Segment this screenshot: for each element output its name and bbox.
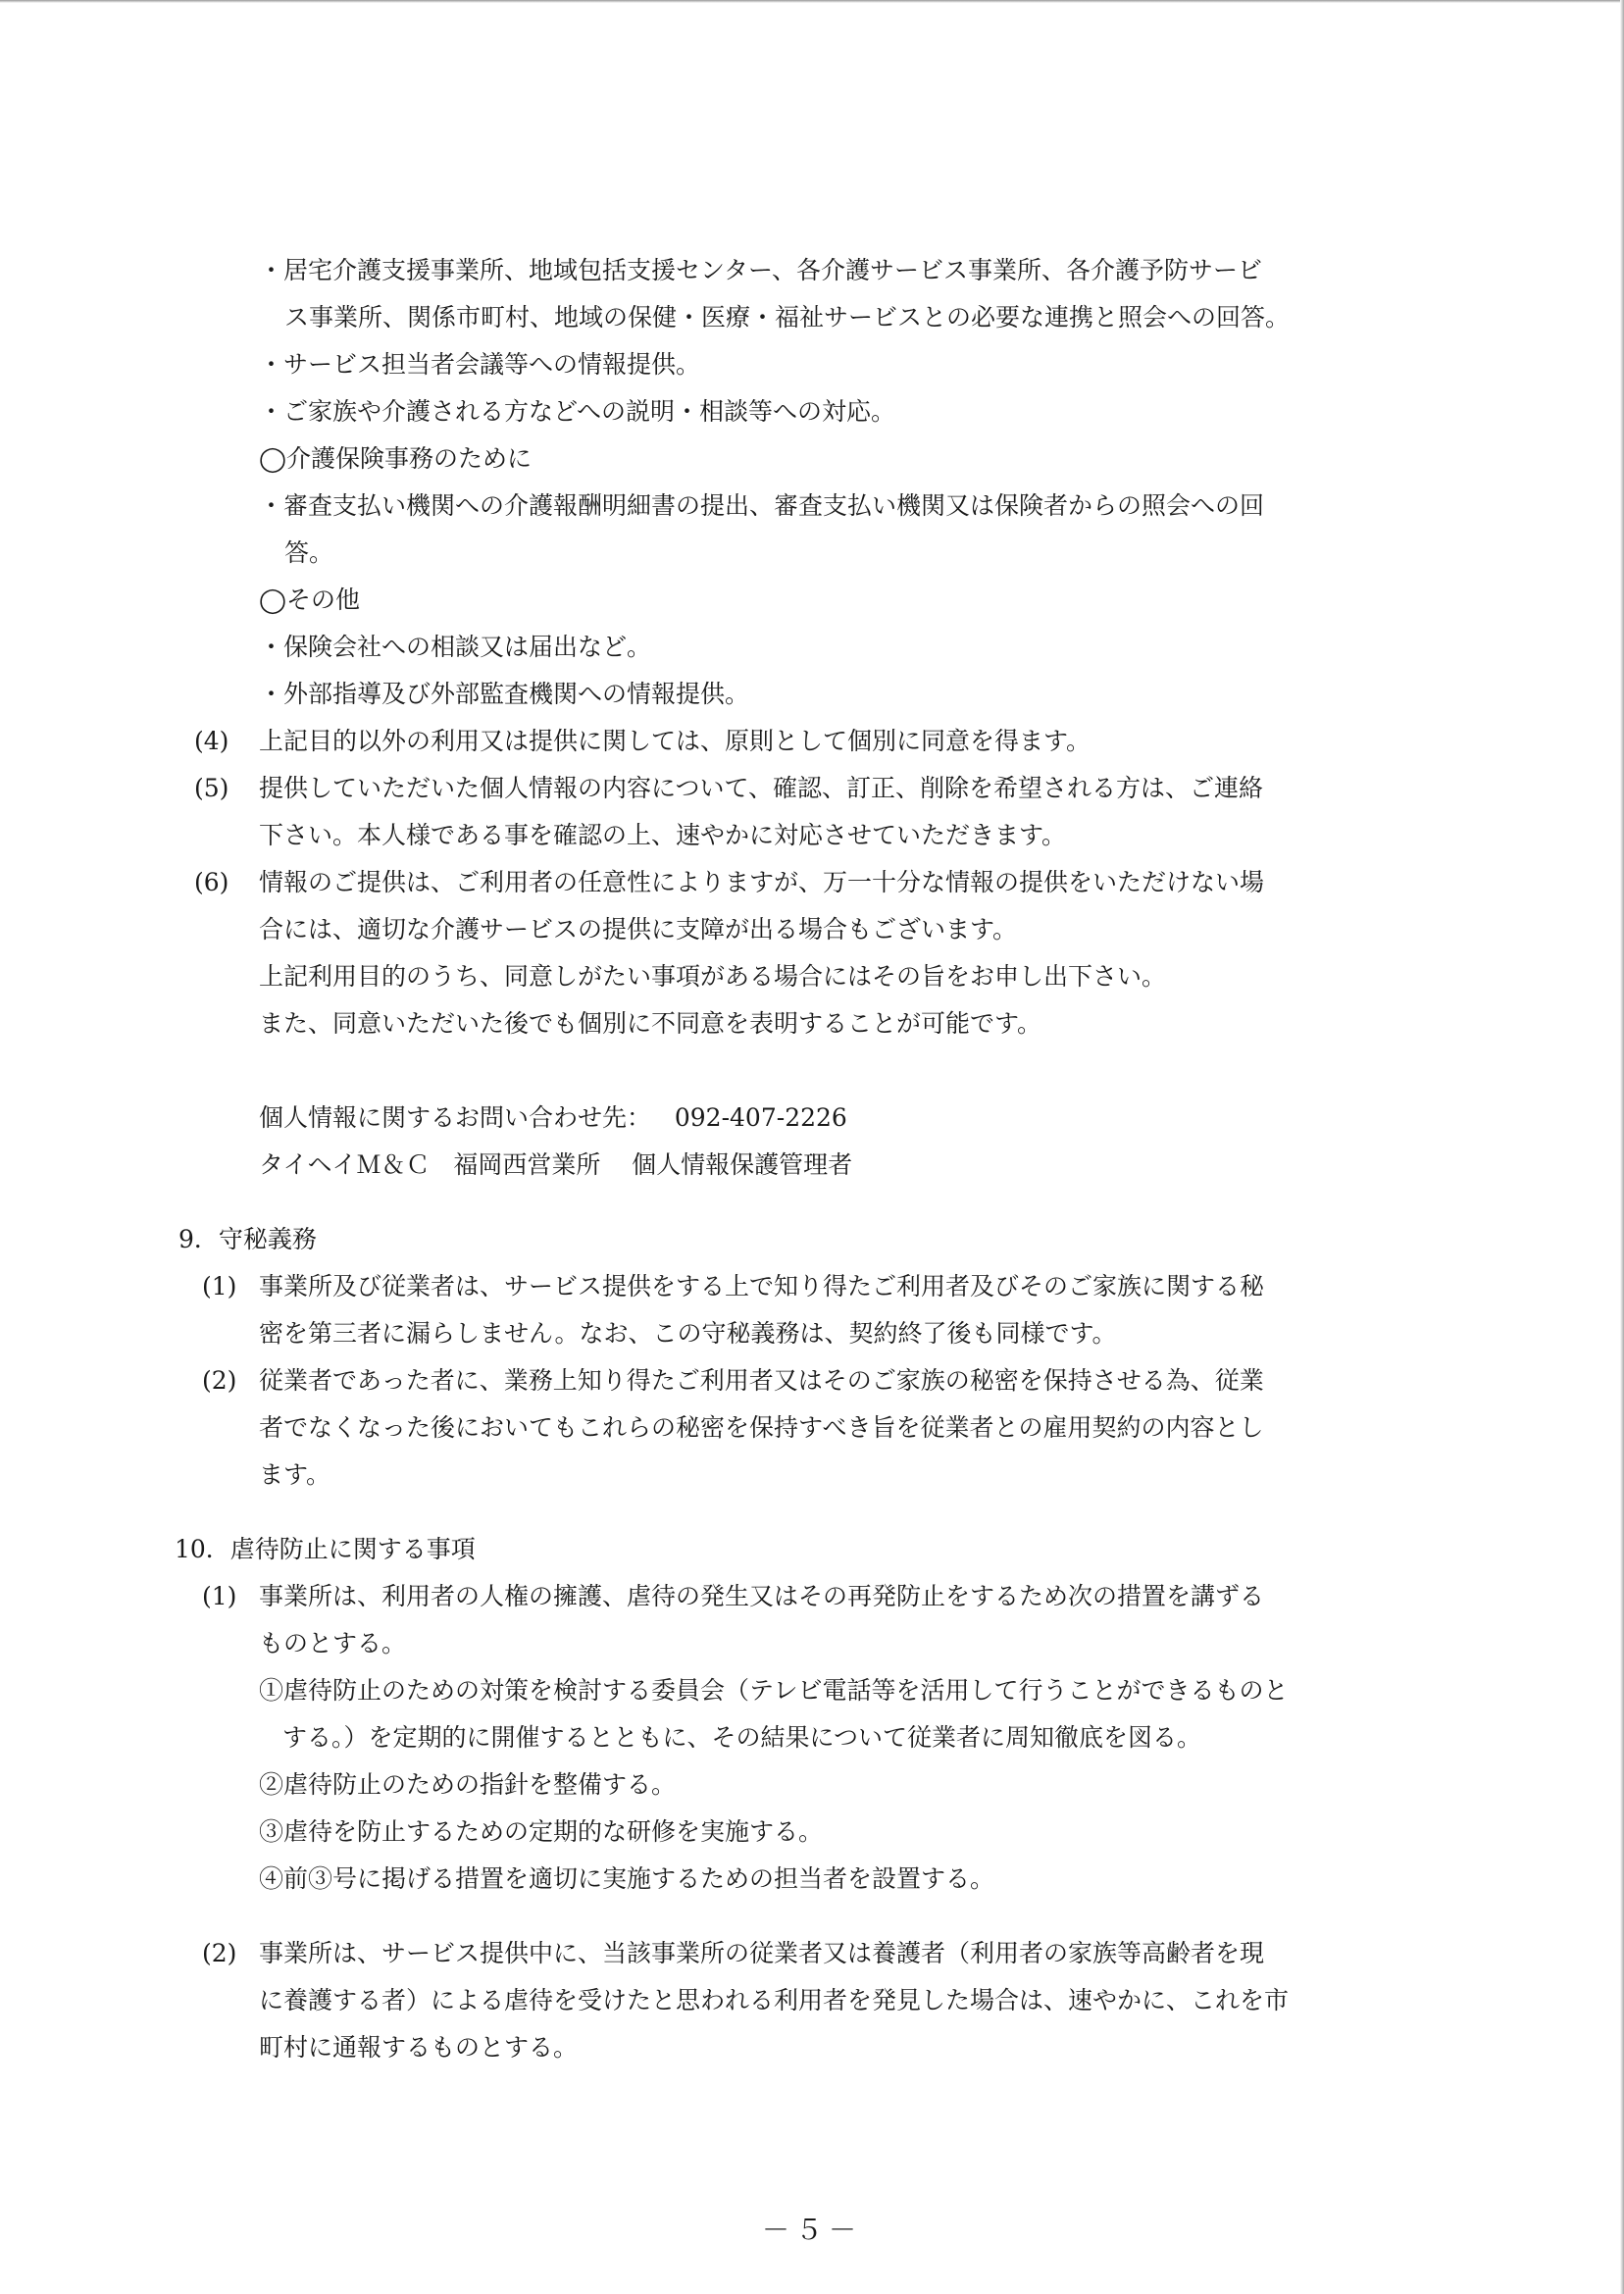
measure-item <box>167 1809 1412 1856</box>
numbered-item <box>167 1573 1412 1667</box>
page-number: －５－ <box>761 2214 862 2246</box>
spacer <box>167 1499 1412 1526</box>
measure-line: ③虐待を防止するための定期的な研修を実施する。 <box>259 1817 824 1846</box>
item-number: (5) <box>194 774 229 802</box>
insurance-bullet-list <box>167 483 1412 577</box>
contact-office: 福岡西営業所 <box>453 1150 601 1179</box>
contact-row <box>167 1142 1412 1189</box>
numbered-item <box>167 1357 1412 1499</box>
contact-phone: 092-407-2226 <box>674 1103 847 1132</box>
item-line: また、同意いただいた後でも個別に不同意を表明することが可能です。 <box>259 1009 1042 1038</box>
numbered-item <box>167 765 1412 859</box>
item-number: (2) <box>202 1366 237 1395</box>
numbered-item <box>167 718 1412 765</box>
section-9-heading: 9．守秘義務 <box>178 1225 317 1253</box>
contact-block <box>167 1095 1412 1189</box>
spacer <box>167 1047 1412 1095</box>
item-line: 事業所及び従業者は、サービス提供をする上で知り得たご利用者及びそのご家族に関する秘 <box>259 1272 1265 1300</box>
bullet-line: ・ご家族や介護される方などへの説明・相談等への対応。 <box>259 397 896 426</box>
item-line: 従業者であった者に、業務上知り得たご利用者又はそのご家族の秘密を保持させる為、従業 <box>259 1366 1264 1395</box>
item-line: 事業所は、利用者の人権の擁護、虐待の発生又はその再発防止をするため次の措置を講ずる <box>259 1582 1265 1610</box>
bullet-item <box>167 388 1412 435</box>
item-line: 提供していただいた個人情報の内容について、確認、訂正、削除を希望される方は、ご連絡 <box>259 774 1264 802</box>
bullet-line: ・サービス担当者会議等への情報提供。 <box>259 350 701 379</box>
bullet-item <box>167 671 1412 718</box>
numbered-item <box>167 859 1412 1047</box>
measure-item <box>167 1856 1412 1903</box>
item-line: 情報のご提供は、ご利用者の任意性によりますが、万一十分な情報の提供をいただけない場 <box>259 868 1265 896</box>
numbered-item <box>167 1263 1412 1357</box>
item-line: 事業所は、サービス提供中に、当該事業所の従業者又は養護者（利用者の家族等高齢者を現 <box>259 1939 1265 1967</box>
scan-edge-top <box>0 0 1624 3</box>
contact-role: 個人情報保護管理者 <box>632 1150 853 1179</box>
contact-row <box>167 1095 1412 1142</box>
numbered-item <box>167 1930 1412 2071</box>
insurance-subheading: ◯介護保険事務のために <box>259 444 532 473</box>
section-10-heading: 10．虐待防止に関する事項 <box>175 1535 476 1563</box>
bullet-line: 答。 <box>284 538 334 567</box>
measure-line: ①虐待防止のための対策を検討する委員会（テレビ電話等を活用して行うことができるものと <box>259 1676 1289 1705</box>
item-line: ものとする。 <box>259 1629 407 1657</box>
item-number: (1) <box>202 1582 237 1610</box>
other-bullet-list <box>167 624 1412 718</box>
item-line: 下さい。本人様である事を確認の上、速やかに対応させていただきます。 <box>259 821 1067 849</box>
item-number: (6) <box>194 868 229 896</box>
spacer <box>167 1903 1412 1930</box>
bullet-line: ・外部指導及び外部監査機関への情報提供。 <box>259 680 750 708</box>
item-line: 密を第三者に漏らしません。なお、この守秘義務は、契約終了後も同様です。 <box>259 1319 1117 1348</box>
measure-line: ④前③号に掲げる措置を適切に実施するための担当者を設置する。 <box>259 1864 995 1893</box>
bullet-item <box>167 483 1412 577</box>
item-number: (4) <box>194 727 229 755</box>
document-page <box>167 247 1412 2071</box>
item-line: 合には、適切な介護サービスの提供に支障が出る場合もございます。 <box>259 915 1018 943</box>
bullet-item <box>167 624 1412 671</box>
item-line: 上記利用目的のうち、同意しがたい事項がある場合にはその旨をお申し出下さい。 <box>259 962 1167 991</box>
spacer <box>167 1189 1412 1216</box>
item-number: (1) <box>202 1272 237 1300</box>
measure-list <box>167 1667 1412 1903</box>
bullet-line: ス事業所、関係市町村、地域の保健・医療・福祉サービスとの必要な連携と照会への回答。 <box>284 303 1291 331</box>
measure-line: ②虐待防止のための指針を整備する。 <box>259 1770 677 1799</box>
item-number: (2) <box>202 1939 237 1967</box>
item-line: 町村に通報するものとする。 <box>259 2033 579 2062</box>
measure-item <box>167 1667 1412 1761</box>
bullet-line: ・審査支払い機関への介護報酬明細書の提出、審査支払い機関又は保険者からの照会への回 <box>259 491 1265 520</box>
other-subheading: ◯その他 <box>259 586 360 614</box>
item-line: 者でなくなった後においてもこれらの秘密を保持すべき旨を従業者との雇用契約の内容とし <box>259 1413 1264 1442</box>
bullet-line: ・居宅介護支援事業所、地域包括支援センター、各介護サービス事業所、各介護予防サービ <box>259 256 1263 284</box>
item-line: ます。 <box>259 1460 331 1489</box>
care-bullet-list <box>167 247 1412 435</box>
bullet-item <box>167 247 1412 341</box>
scan-edge-right <box>1620 0 1624 2294</box>
item-line: 上記目的以外の利用又は提供に関しては、原則として個別に同意を得ます。 <box>259 727 1091 755</box>
contact-company: タイヘイＭ＆Ｃ <box>259 1150 431 1179</box>
measure-line: する。）を定期的に開催するとともに、その結果について従業者に周知徹底を図る。 <box>282 1723 1202 1752</box>
bullet-item <box>167 341 1412 388</box>
item-line: に養護する者）による虐待を受けたと思われる利用者を発見した場合は、速やかに、これを市 <box>259 1986 1290 2014</box>
bullet-line: ・保険会社への相談又は届出など。 <box>259 633 652 661</box>
contact-label: 個人情報に関するお問い合わせ先： <box>259 1103 652 1132</box>
measure-item <box>167 1761 1412 1809</box>
